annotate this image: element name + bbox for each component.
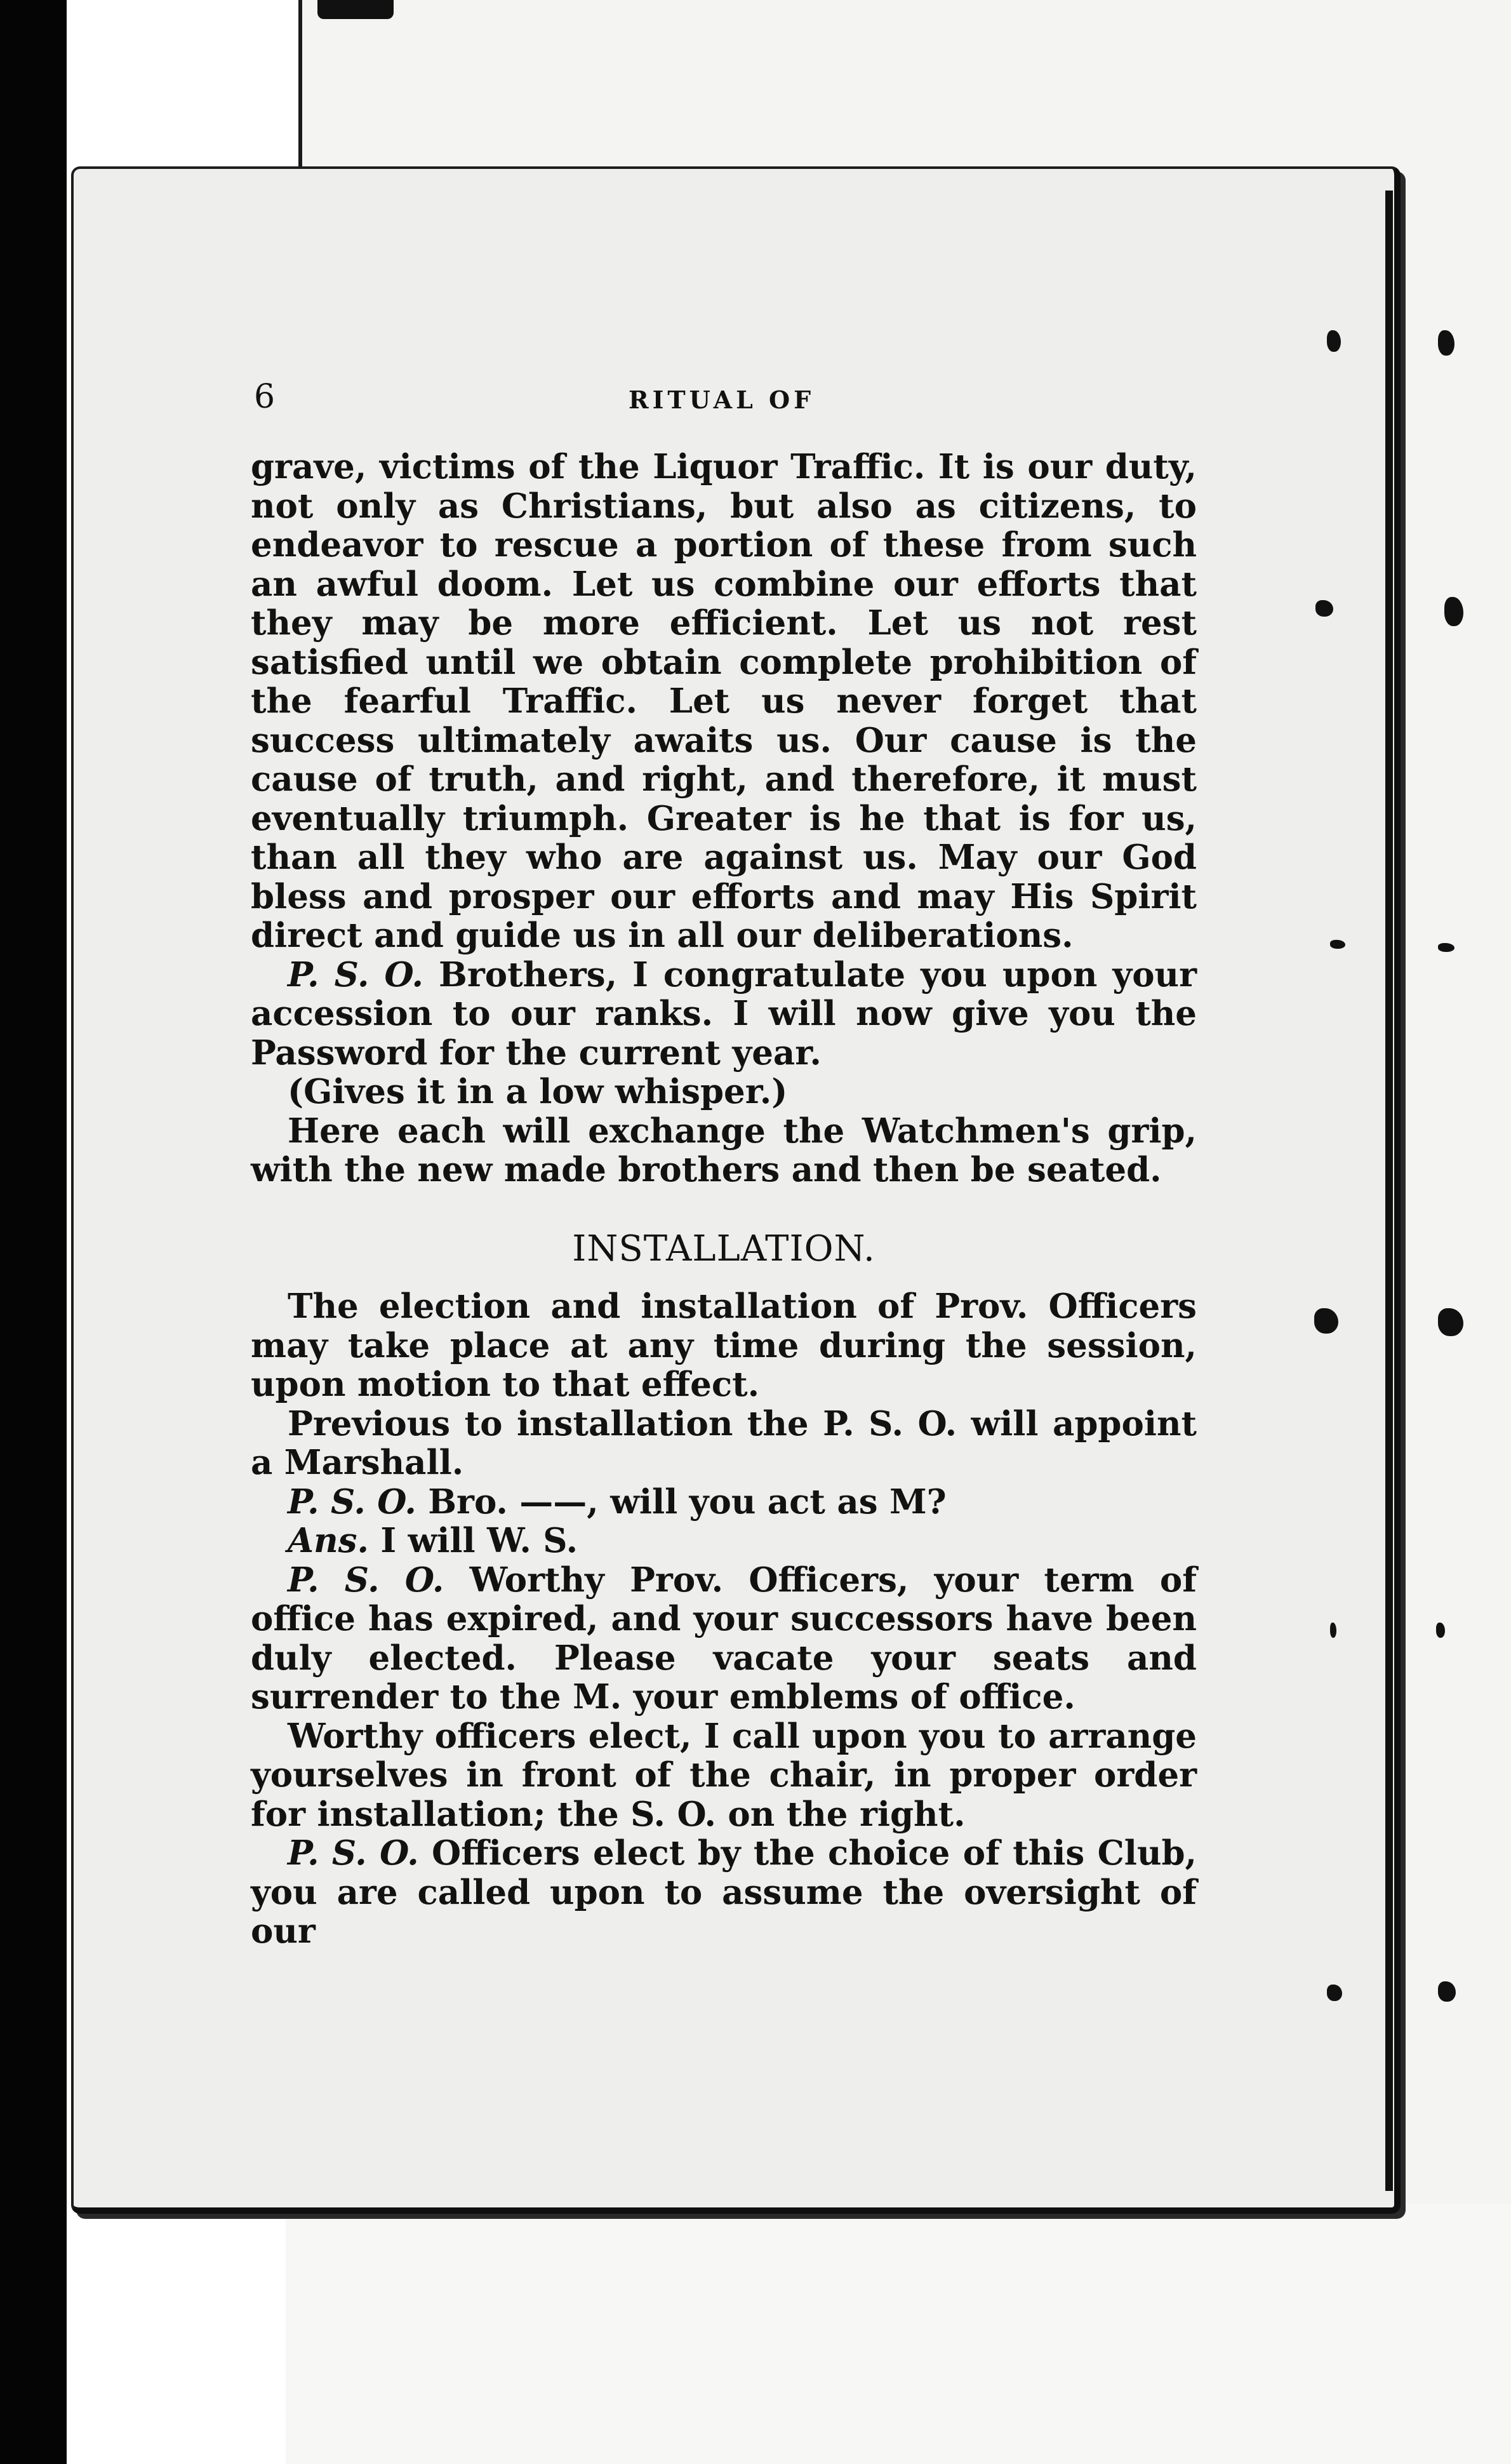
scanner-edge	[0, 0, 67, 2464]
page-header	[254, 378, 1206, 429]
speaker-label: Ans.	[288, 1521, 369, 1560]
text-block-2	[251, 1287, 1197, 1952]
paragraph-text: Previous to installation the P. S. O. will appoint a Marshall.	[251, 1403, 1197, 1482]
scan-artifact	[317, 0, 394, 19]
speaker-label: P. S. O.	[288, 1833, 419, 1873]
paragraph	[251, 1287, 1197, 1405]
paragraph-text: Bro. ——, will you act as M?	[416, 1482, 947, 1522]
lower-sheet	[286, 2204, 1511, 2464]
paragraph-text: Worthy Prov. Officers, your term of office has expired, and your successors have been duly elected. Please vacate your seats and surrender to the M. your emblems of office.	[251, 1560, 1197, 1717]
paragraph-text: grave, victims of the Liquor Traffic. It is our duty, not only as Christians, but also as citizens, to endeavor to rescue a portion of these from such an awful doom. Let us combine our efforts that they may be more efficient. Let us not rest satisfied until we obtain complete prohibition of the fearful Traffic. Let us never forget that success ultimately awaits us. Our cause is the cause of truth, and right, and therefore, it must eventually triumph. Greater is he that is for us, than all they who are against us. May our God bless and prosper our efforts and may His Spirit direct and guide us in all our deliberations.	[251, 447, 1197, 955]
paragraph	[251, 1834, 1197, 1952]
page-number: 6	[254, 378, 276, 416]
speaker-label: P. S. O.	[288, 1482, 416, 1522]
paragraph-text: Worthy officers elect, I call upon you to arrange yourselves in front of the chair, in proper order for installation; the S. O. on the right.	[251, 1716, 1197, 1834]
paragraph-text: Brothers, I congratulate you upon your accession to our ranks. I will now give you the Password for the current year.	[251, 954, 1197, 1073]
section-heading: INSTALLATION.	[572, 1228, 875, 1269]
paragraph	[251, 1561, 1197, 1717]
paragraph-text: (Gives it in a low whisper.)	[288, 1072, 788, 1111]
running-head: RITUAL OF	[629, 385, 815, 414]
paragraph-text: The election and installation of Prov. Officers may take place at any time during the session, upon motion to that effect.	[251, 1287, 1197, 1404]
paragraph	[251, 956, 1197, 1073]
text-block-1	[251, 448, 1197, 1190]
speaker-label: P. S. O.	[288, 954, 423, 994]
paragraph-text: Officers elect by the choice of this Club, you are called upon to assume the oversight of our	[251, 1833, 1197, 1951]
paragraph	[251, 1717, 1197, 1835]
speaker-label: P. S. O.	[288, 1560, 444, 1600]
paragraph	[251, 1112, 1197, 1190]
page-edge-line	[1385, 191, 1393, 2191]
body-text	[251, 448, 1197, 1952]
paragraph	[251, 1405, 1197, 1483]
paragraph-text: I will W. S.	[368, 1521, 578, 1560]
paragraph	[251, 1522, 1197, 1561]
paragraph	[251, 1483, 1197, 1522]
paragraph-text: Here each will exchange the Watchmen's grip, with the new made brothers and then be seated.	[251, 1111, 1197, 1189]
paragraph	[251, 1073, 1197, 1112]
paragraph	[251, 448, 1197, 956]
